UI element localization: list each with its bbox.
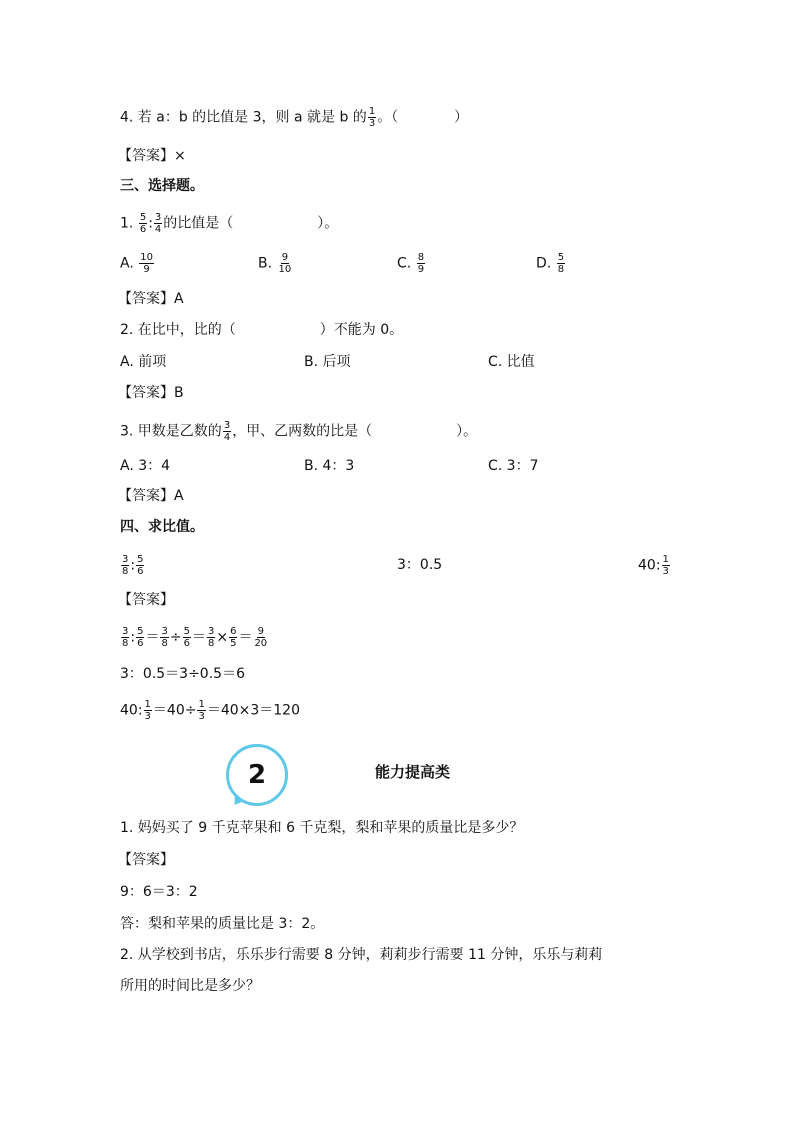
p1-answer-label: 【答案】 [118,852,174,868]
solution-2: 3：0.5＝3÷0.5＝6 [120,666,245,682]
mc1-option-b: B. $\frac{9}{10}$ [258,252,292,275]
q4-answer: 【答案】× [118,148,186,164]
word-problem-2-line-1: 2. 从学校到书店，乐乐步行需要 8 分钟，莉莉步行需要 11 分钟，乐乐与莉莉 [120,947,603,963]
mc3-answer: 【答案】A [118,488,184,504]
mc1-answer: 【答案】A [118,291,184,307]
word-problem-2-line-2: 所用的时间比是多少？ [120,978,260,994]
mc1-option-c: C. $\frac{8}{9}$ [397,252,425,275]
mc1-option-d: D. $\frac{5}{8}$ [536,252,565,275]
badge-number: 2 [226,744,288,806]
mc1-fraction-b: $\frac{3}{4}$ [154,212,162,235]
mc-question-1: 1. $\frac{5}{6}$ : $\frac{3}{4}$ 的比值是（ ）。 [120,212,339,235]
mc2-option-c: C. 比值 [488,354,535,370]
sec4-answer-label: 【答案】 [118,592,174,608]
mc3-option-a: A. 3：4 [120,458,171,474]
ratio-item-2: 3：0.5 [397,557,443,573]
p1-reply: 答：梨和苹果的质量比是 3：2。 [120,916,325,932]
section-number-badge [226,744,290,808]
ratio-item-1: $\frac{3}{8}$ : $\frac{5}{6}$ [122,554,144,577]
ratio-item-3: 40: $\frac{1}{3}$ [638,554,669,577]
mc2-option-a: A. 前项 [120,354,167,370]
q4-blank: 。（ ） [377,109,469,126]
q4-text: 4. 若 a：b 的比值是 3，则 a 就是 b 的 [120,109,367,126]
mc3-fraction: $\frac{3}{4}$ [223,420,231,443]
mc1-fraction-a: $\frac{5}{6}$ [139,212,147,235]
mc3-option-b: B. 4：3 [304,458,355,474]
word-problem-1: 1. 妈妈买了 9 千克苹果和 6 千克梨，梨和苹果的质量比是多少？ [120,820,524,836]
section-heading: 能力提高类 [375,763,451,781]
q4-fraction: $\frac{1}{3}$ [368,106,376,129]
section-4-title: 四、求比值。 [120,519,204,535]
solution-1: $\frac{3}{8}$ : $\frac{5}{6}$ ＝ $\frac{3}{8}$ ÷ $\frac{5}{6}$ ＝ $\frac{3}{8}$ × $\frac{6}{5}$ ＝ $\frac{9}{20}$ [122,626,268,649]
mc2-option-b: B. 后项 [304,354,351,370]
solution-3: 40: $\frac{1}{3}$ ＝40÷ $\frac{1}{3}$ ＝40×3＝120 [120,699,301,722]
mc2-answer: 【答案】B [118,385,184,401]
mc-question-3: 3. 甲数是乙数的 $\frac{3}{4}$ ，甲、乙两数的比是（ ）。 [120,420,478,443]
section-3-title: 三、选择题。 [120,178,204,194]
p1-step: 9：6＝3：2 [120,884,198,900]
mc3-option-c: C. 3：7 [488,458,539,474]
mc-question-2: 2. 在比中，比的（ ）不能为 0。 [120,322,404,338]
tf-question-4 [120,106,468,129]
mc1-option-a: A. $\frac{10}{9}$ [120,252,153,275]
